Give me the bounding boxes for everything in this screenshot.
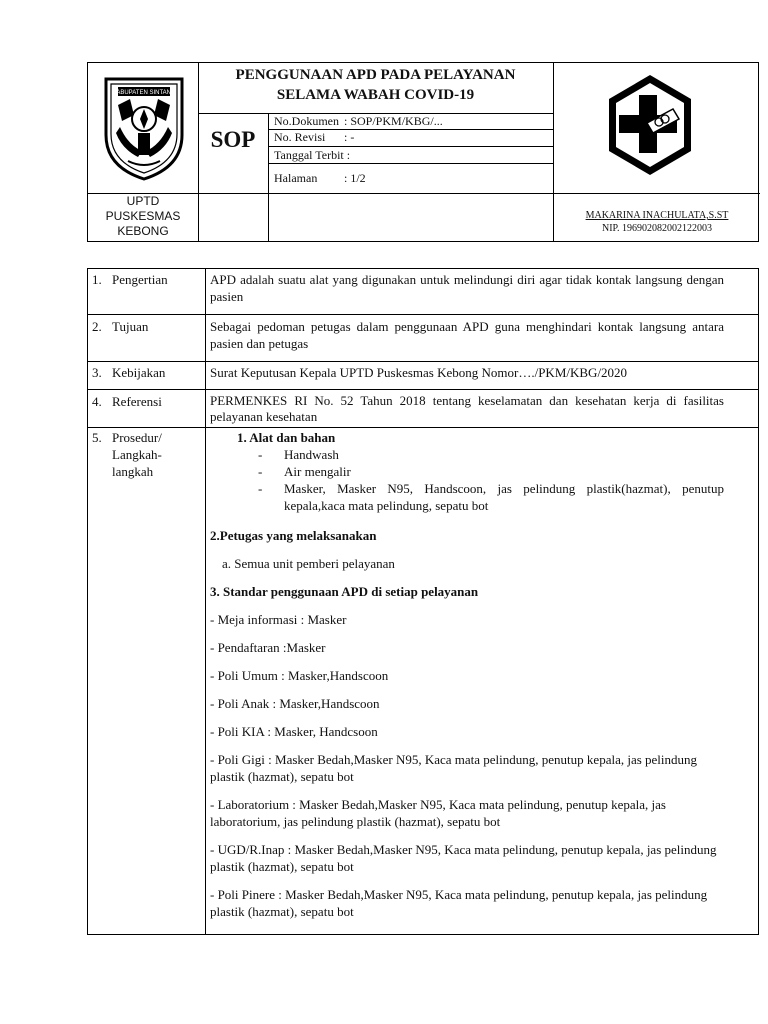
unit-line: PUSKESMAS bbox=[105, 209, 181, 223]
row-text-tujuan: Sebagai pedoman petugas dalam penggunaan APD guna menghindari kontak langsung antara pasien dan petugas bbox=[210, 319, 724, 351]
unit-line: UPTD bbox=[126, 194, 160, 208]
row-label-line: Prosedur/ bbox=[112, 430, 162, 445]
health-logo-cell bbox=[553, 63, 760, 193]
row-label: Kebijakan bbox=[112, 365, 166, 380]
unit-name bbox=[88, 194, 198, 239]
column-divider bbox=[205, 269, 206, 934]
row-divider bbox=[88, 361, 758, 362]
meta-row-document-number bbox=[274, 114, 443, 128]
row-label: Referensi bbox=[112, 394, 162, 409]
procedure-table bbox=[87, 268, 759, 935]
standard-item: - UGD/R.Inap : Masker Bedah,Masker N95, Kaca mata pelindung, penutup kepala, jas pelindung plastik (hazmat), sepatu bot bbox=[210, 842, 717, 874]
tool-text: Handwash bbox=[284, 447, 339, 462]
tool-text: Masker, Masker N95, Handscoon, jas pelindung plastik(hazmat), penutup kepala,kaca mata pelindung, sepatu bot bbox=[284, 481, 724, 513]
standard-item: - Poli Umum : Masker,Handscoon bbox=[210, 668, 389, 683]
section-heading-staff: 2.Petugas yang melaksanakan bbox=[210, 528, 377, 543]
row-text-referensi: PERMENKES RI No. 52 Tahun 2018 tentang keselamatan dan kesehatan kerja di fasilitas pelayanan kesehatan bbox=[210, 393, 724, 424]
header-divider bbox=[268, 163, 553, 164]
row-divider bbox=[88, 314, 758, 315]
standard-item: - Pendaftaran :Masker bbox=[210, 640, 326, 655]
meta-key: Tanggal Terbit : bbox=[274, 148, 351, 162]
title-line-2: SELAMA WABAH COVID-19 bbox=[276, 87, 475, 103]
title-line-1: PENGGUNAAN APD PADA PELAYANAN bbox=[235, 67, 516, 83]
document-title bbox=[198, 65, 553, 105]
row-label-referensi bbox=[92, 393, 162, 410]
row-label bbox=[112, 429, 162, 480]
regency-logo-text: KABUPATEN SINTANG bbox=[112, 90, 176, 96]
row-divider bbox=[88, 389, 758, 390]
row-text-pengertian: APD adalah suatu alat yang digunakan untuk melindungi diri agar tidak kontak langsung dengan pasien bbox=[210, 272, 724, 304]
tool-text: Air mengalir bbox=[284, 464, 351, 479]
row-label-line: Langkah- bbox=[112, 447, 162, 462]
unit-line: KEBONG bbox=[117, 224, 169, 238]
staff-item: a. Semua unit pemberi pelayanan bbox=[222, 556, 395, 571]
standard-item: - Poli KIA : Masker, Handcsoon bbox=[210, 724, 378, 739]
signature-block bbox=[556, 209, 758, 235]
meta-row-page bbox=[274, 171, 366, 185]
row-label: Tujuan bbox=[112, 319, 149, 334]
meta-row-issue-date bbox=[274, 148, 350, 162]
meta-key: No.Dokumen bbox=[274, 114, 339, 128]
health-logo bbox=[603, 71, 697, 179]
tool-item: - Air mengalir bbox=[210, 463, 724, 480]
meta-key: No. Revisi bbox=[274, 130, 326, 144]
meta-value: : - bbox=[344, 130, 355, 144]
row-label-tujuan bbox=[92, 318, 148, 335]
standard-item: - Poli Pinere : Masker Bedah,Masker N95, Kaca mata pelindung, penutup kepala, jas pelindung plastik (hazmat), sepatu bot bbox=[210, 887, 708, 919]
row-number: 4. bbox=[92, 394, 102, 409]
signer-nip: NIP. 196902082002122003 bbox=[601, 223, 712, 234]
meta-value: : SOP/PKM/KBG/... bbox=[344, 114, 443, 128]
signer-name: MAKARINA INACHULATA,S.ST bbox=[585, 210, 729, 221]
tool-item: - Masker, Masker N95, Handscoon, jas pelindung plastik(hazmat), penutup kepala,kaca mata pelindung, sepatu bot bbox=[258, 481, 724, 513]
row-label-kebijakan bbox=[92, 364, 165, 381]
row-number: 2. bbox=[92, 319, 102, 334]
standard-item: - Poli Gigi : Masker Bedah,Masker N95, Kaca mata pelindung, penutup kepala, jas pelindung plastik (hazmat), sepatu bot bbox=[210, 752, 698, 784]
row-divider bbox=[88, 427, 758, 428]
section-heading-standards: 3. Standar penggunaan APD di setiap pelayanan bbox=[210, 584, 479, 599]
meta-value: : 1/2 bbox=[344, 171, 366, 185]
meta-row-revision bbox=[274, 130, 354, 144]
row-text-kebijakan: Surat Keputusan Kepala UPTD Puskesmas Kebong Nomor…./PKM/KBG/2020 bbox=[210, 365, 628, 380]
row-number: 3. bbox=[92, 365, 102, 380]
sop-label: SOP bbox=[210, 127, 256, 152]
row-number: 5. bbox=[92, 430, 102, 445]
meta-key: Halaman bbox=[274, 171, 318, 185]
header-divider bbox=[268, 113, 269, 241]
header-divider bbox=[268, 146, 553, 147]
procedure-content bbox=[210, 429, 724, 920]
standard-item: - Laboratorium : Masker Bedah,Masker N95, Kaca mata pelindung, penutup kepala, jas laboratorium, jas pelindung plastik (hazmat), sepatu bot bbox=[210, 797, 666, 829]
standard-item: - Poli Anak : Masker,Handscoon bbox=[210, 696, 380, 711]
regency-logo bbox=[98, 75, 190, 183]
header-table bbox=[87, 62, 759, 242]
standard-item: - Meja informasi : Masker bbox=[210, 612, 347, 627]
tool-item: - Handwash bbox=[210, 446, 724, 463]
row-label: Pengertian bbox=[112, 272, 168, 287]
row-label-pengertian bbox=[92, 271, 168, 288]
header-divider bbox=[198, 193, 553, 194]
row-number: 1. bbox=[92, 272, 102, 287]
section-heading-tools: 1. Alat dan bahan bbox=[237, 430, 336, 445]
row-label-line: langkah bbox=[112, 464, 154, 479]
row-label-prosedur bbox=[92, 429, 162, 480]
header-divider bbox=[553, 193, 760, 194]
